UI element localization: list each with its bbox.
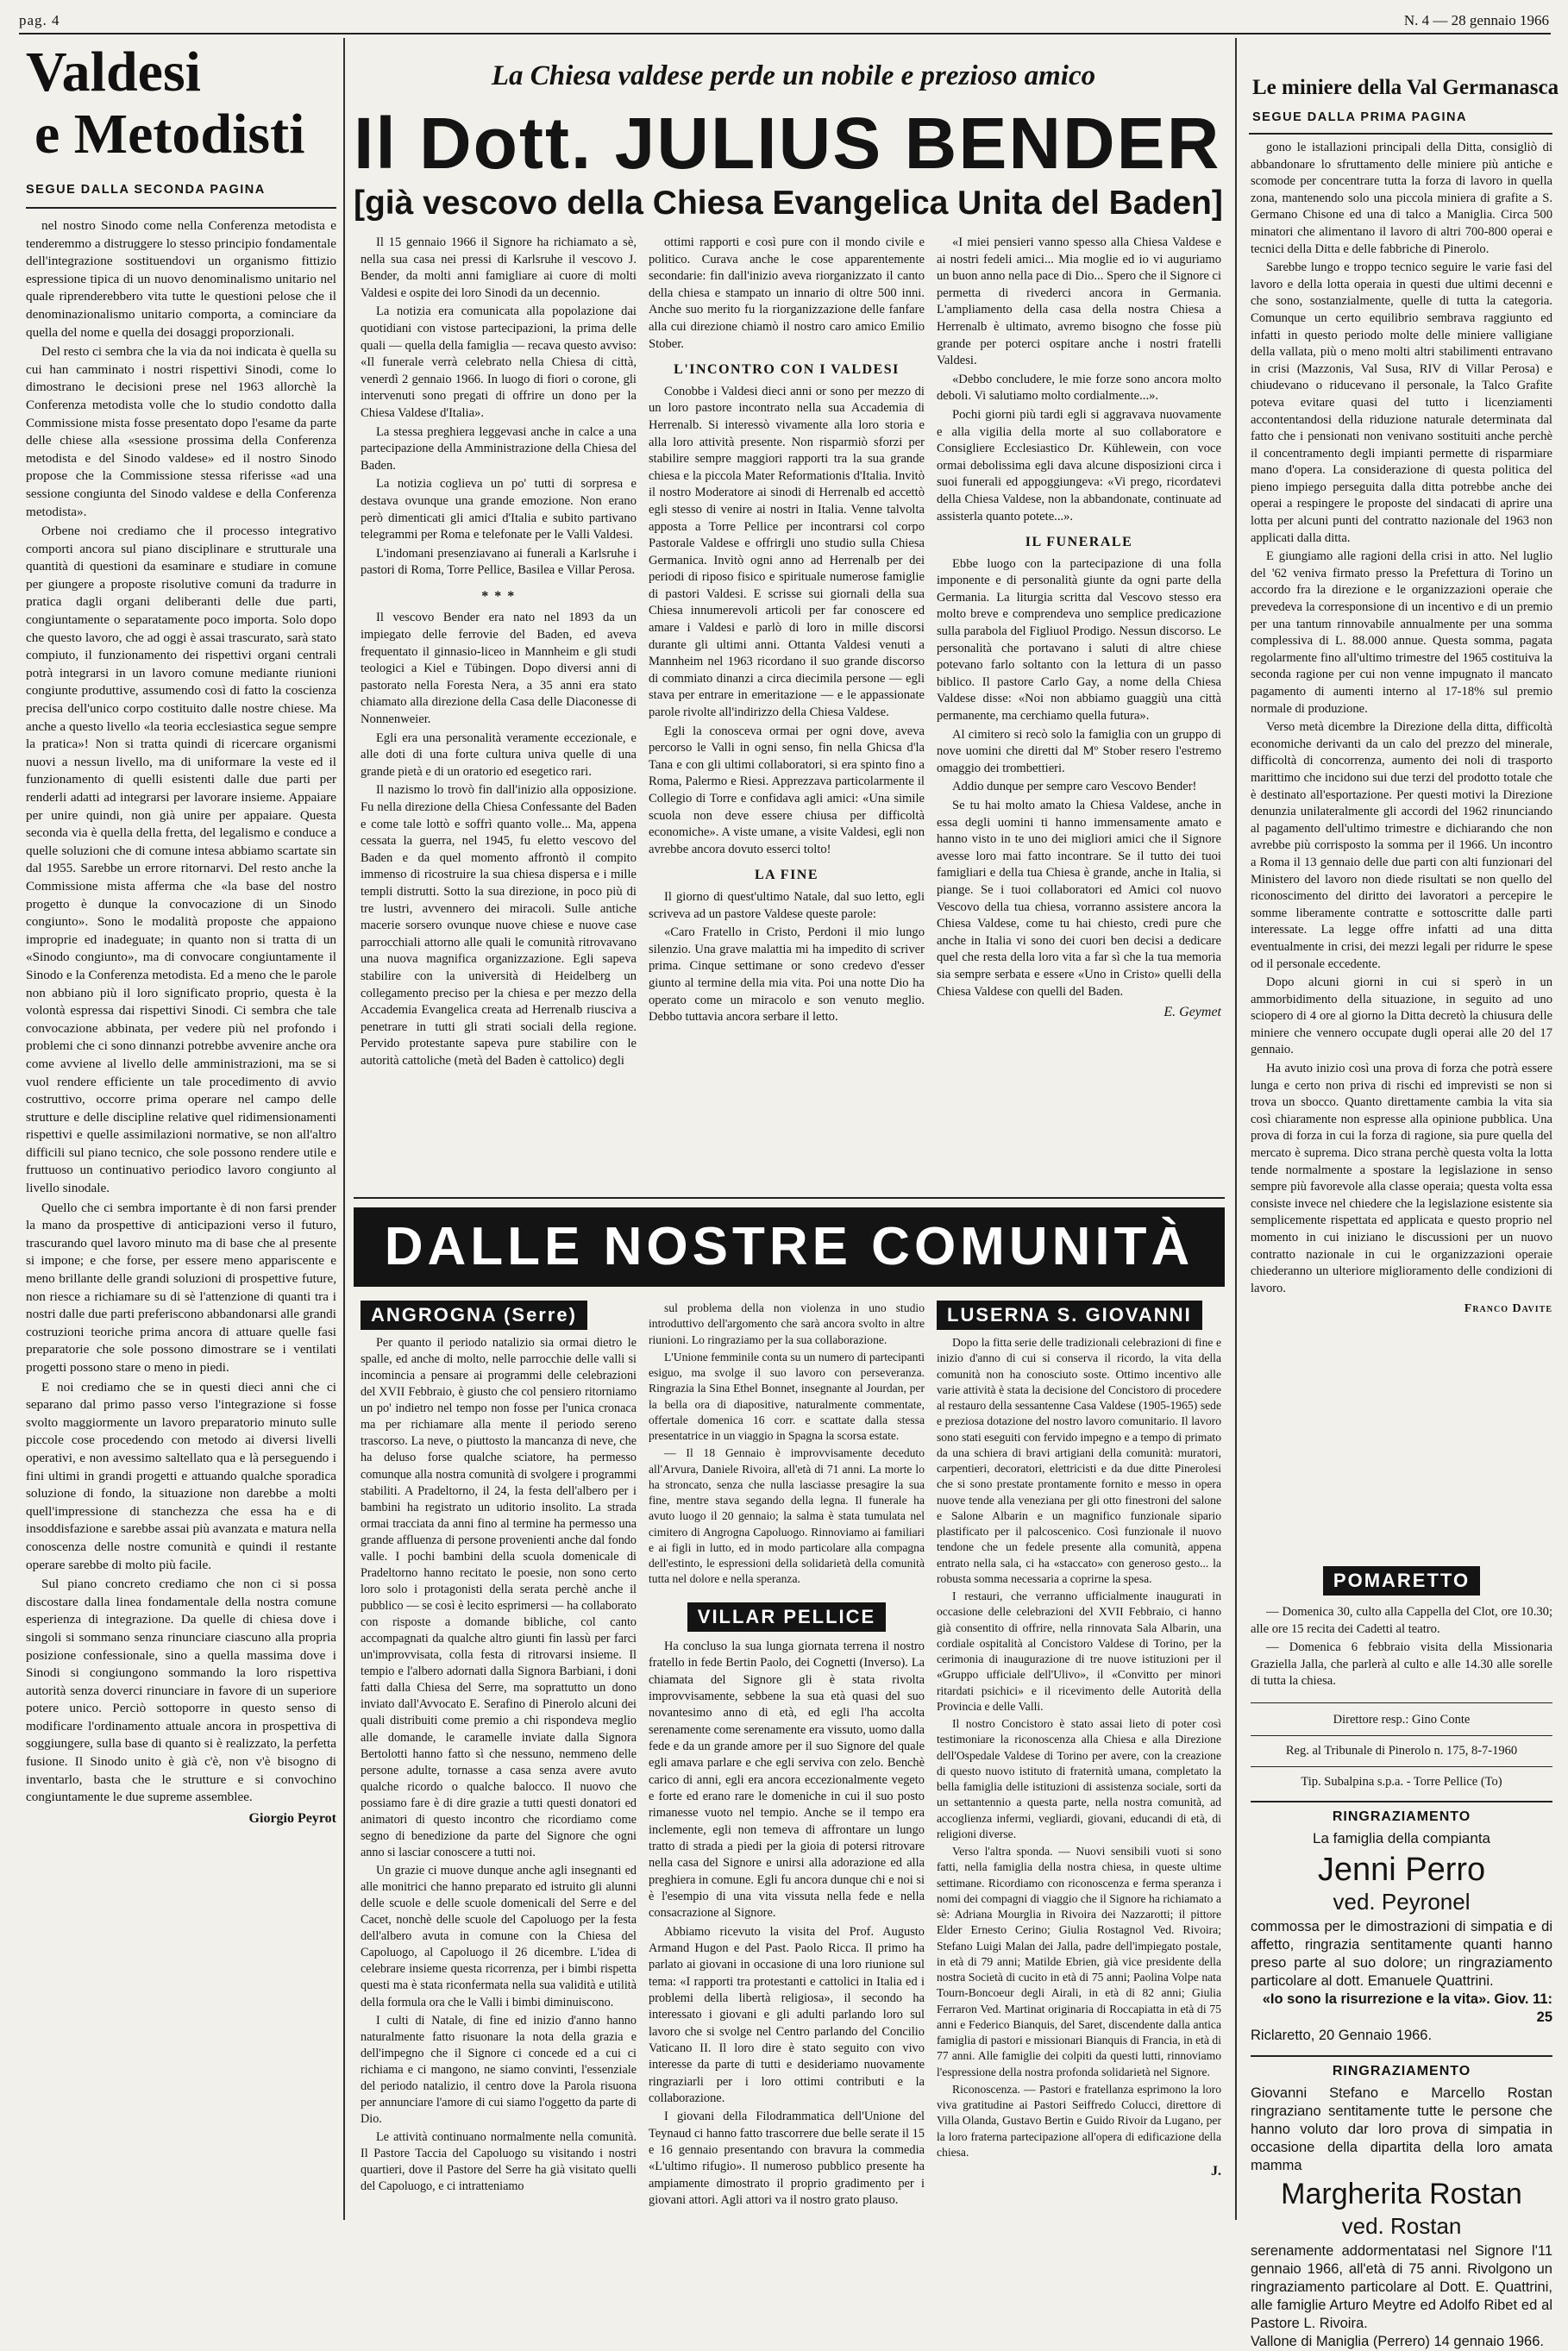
- paragraph: E noi crediamo che se in questi dieci anni che ci separano dal primo passo verso l'integrazione si fosse svolto maggiormente un lavoro preparatorio minuto sulle piccole cose procedendo con metodo ai diversi livelli operativi, e non avessimo saltellato qua e là perseguendo i fini ultimi in grandi progetti e attuando qualche sporadica soluzione di fondo, la situazione non darebbe a molti quell'impressione di stanchezza che essa ha e di insoddisfazione e sarebbe assai più avanzata e matura nella conoscenza delle nostre comunità e quindi il restante operare sarebbe di molto più facile.: [26, 1379, 336, 1572]
- paragraph: Per quanto il periodo natalizio sia ormai dietro le spalle, ed anche di molto, nelle parrocchie delle valli si incomincia a pensare ai programmi delle celebrazioni del XVII Febbraio, è giusto che col pensiero ritorniamo un po' indietro nel tempo non fosse per l'unica cronaca ma per richiamare alla mente il periodo sereno trascorso. La neve, o piuttosto la mancanza di neve, che ha deluso forse qualche sciatore, ha permesso comunque alla nostra comunità di svolgere i programmi stabiliti. A Pradeltorno, il 24, la festa dell'albero per i bambini ha registrato un uditorio insolito. La strada ormai tracciata da anni fino al termine ha permesso una grande affluenza di persone provenienti anche dal fondo valle. I pochi bambini della scuola domenicale di Pradeltorno hanno recitato le poesie, non sono certo loro solo i protagonisti della serata perchè anche il pubblico — se così è lecito esprimersi — ha collaborato con risposte a domande bibliche, col canto accompagnati da qualche altro giunti fin lassù per farci un'improvvisata, colla festa di ritrovarsi insieme. Il tempio e l'albero adornati dalla Signora Barbiani, i doni fatti dalla Chiesa del Serre, ma soprattutto un dono inviato dall'Avvocato E. Serafino di Pinerolo alcuni dei quali distribuiti come premio a chi rispondeva meglio alle domande, le caramelle inviate dalla Signora Bertolotti hanno fatto sì che nessuno, nemmeno delle persone adulte, tornasse a casa senza avere avuto qualche ricordo o qualche balocco. Il nuovo che possiamo fare è di dire grazie a tutti questi donatori ed animatori di questo incontro che ricordiamo come segno di benedizione da parte del Signore che ogni anno si lasciar conoscere a tutti noi.: [361, 1336, 637, 1859]
- column-divider: [343, 38, 345, 2220]
- paragraph: La notizia coglieva un po' tutti di sorpresa e destava ovunque una grande emozione. Non erano però dimenticati gli amici d'Italia e subito partivano telegrammi per Roma e telefonate per le Valli Valdesi.: [361, 477, 637, 542]
- colophon: [1251, 1702, 1552, 1790]
- section-separator: * * *: [481, 588, 516, 604]
- bible-verse: «Io sono la risurrezione e la vita». Giov. 11: 25: [1262, 1991, 1552, 2025]
- paragraph: Ebbe luogo con la partecipazione di una folla imponente e di personalità giunte da ogni parte della Germania. La liturgia scritta dal Vescovo stesso era molto breve e comprendeva uno semplice predicazione sulla parabola del Figliuol Prodigo. Nessun discorso. Le personalità che portavano i saluti di altre chiese potevano farlo soltanto con la lettura di un passo biblico. Il pastore Carlo Gay, a nome della Chiesa Valdese disse: «Noi non abbiamo guaggiù una città permanente, ma cerchiamo quella futura».: [937, 556, 1221, 724]
- divider: [26, 207, 336, 209]
- angrogna-column-1: [361, 1335, 637, 2197]
- printer-line: Tip. Subalpina s.p.a. - Torre Pellice (To): [1301, 1774, 1502, 1789]
- villar-tag: VILLAR PELLICE: [687, 1602, 886, 1632]
- header-rule: [19, 33, 1551, 34]
- paragraph: ottimi rapporti e così pure con il mondo civile e politico. Curava anche le cose apparentemente secondarie: fin dall'inizio aveva riorganizzato il canto della chiesa e stampato un innario di oltre 500 inni. Anche suo merito fu la riorganizzazione delle fanfare alla cui direzione chiamò il nostro caro amico Emilio Stober.: [649, 235, 925, 351]
- paragraph: «Debbo concludere, le mie forze sono ancora molto deboli. Vi salutiamo molto cordialmente...».: [937, 372, 1221, 404]
- paragraph: — Domenica 30, culto alla Cappella del Clot, ore 10.30; alle ore 15 recita dei Cadetti al teatro.: [1251, 1605, 1552, 1636]
- paragraph: sul problema della non violenza in uno studio introduttivo dell'argomento che sarà ancora svolto in altre riunioni. Lo ringraziamo per la sua collaborazione.: [649, 1301, 925, 1346]
- registration-line: Reg. al Tribunale di Pinerolo n. 175, 8-7-1960: [1285, 1743, 1518, 1758]
- place-date: Riclaretto, 20 Gennaio 1966.: [1251, 2027, 1433, 2043]
- director-line: Direttore resp.: Gino Conte: [1333, 1712, 1471, 1727]
- divider: [354, 1197, 1225, 1199]
- author-signature: J.: [1211, 2164, 1221, 2179]
- paragraph: Addio dunque per sempre caro Vescovo Bender!: [952, 780, 1197, 794]
- valdesi-headline: [26, 41, 336, 166]
- section-subhead: LA FINE: [754, 868, 819, 883]
- ringraziamento-text: serenamente addormentatasi nel Signore l'11 gennaio 1966, all'età di 75 anni. Rivolgono un ringraziamento particolare al Dott. E. Quattrini, alle famiglie Arturo Meytre ed Adolfo Ribet ed al Pastore L. Rivoira.: [1251, 2242, 1552, 2331]
- paragraph: Riconoscenza. — Pastori e fratellanza esprimono la loro viva gratitudine ai Pastori Seiffredo Colucci, direttore di Villa Olanda, Gustavo Bertin e Guido Rivoir da Lugano, per la loro fraterna partecipazione all'opera di edificazione della chiesa.: [937, 2082, 1221, 2159]
- paragraph: Dopo la fitta serie delle tradizionali celebrazioni di fine e inizio d'anno di cui si conserva il ricordo, la vita della comunità non ha conosciuto soste. Ottimo incentivo alle varie attività è stata la decisione del Concistoro di procedere al restauro della sessantenne Casa Valdese (1905-1965) sede e preziosa dotazione del nostro lavoro comunitario. Il lavoro sono stati eseguiti con fervido impegno e a tempo di primato da una schiera di bravi artigiani della comunità: muratori, carpentieri, decoratori, elettricisti e da due ditte Pinerolesi che si sono prestate prontamente fornito e messo in opera nuove tende alla veneziana per gli otto finestroni del salone e Salone Albarin e un magnifico funzionale sipario plastificato per il palcoscenico. Così funzionale il nuovo tendone che un fedele presente alla comunità, appena entrato nella sala, ci ha «staccato» con generoso gesto... la robusta somma necessaria a coprirne la spesa.: [937, 1336, 1221, 1585]
- deceased-name: Margherita Rostan: [1281, 2177, 1522, 2210]
- paragraph: Al cimitero si recò solo la famiglia con un gruppo di nove uomini che diretti dal Mº Stober resero l'estremo omaggio dei trombettieri.: [937, 727, 1221, 775]
- bender-headline: Il Dott. JULIUS BENDER: [354, 103, 1221, 184]
- paragraph: Dopo alcuni giorni in cui si sperò in un ammorbidimento della situazione, in seguito ad uno sciopero di 4 ore al giorno la Ditta decretò la chiusura delle miniere che vennero occupate dugli operai alle 20 del 17 gennaio.: [1251, 975, 1552, 1057]
- right-notices: [1251, 1559, 1552, 2351]
- paragraph: La notizia era comunicata alla popolazione dai quotidiani con vistose partecipazioni, la prima delle quali — quella della famiglia — recava questo avviso: «Il funerale verrà celebrato nella Chiesa di città, venerdì 2 gennaio 1966. In luogo di fiori o corone, gli intervenuti sono pregati di offrire un dono per la Chiesa Valdese d'Italia».: [361, 304, 637, 420]
- luserna-tag: LUSERNA S. GIOVANNI: [937, 1301, 1202, 1330]
- bender-column-1: [361, 235, 637, 1072]
- paragraph: Orbene noi crediamo che il processo integrativo comporti ancora sul piano disciplinare e strutturale una quantità di questioni da esaminare e studiare in comune per giungere a proposte risolutive comuni da tradurre in pratica dagli organi deliberanti delle due parti, congiuntamente o separatamente poco importa. Solo dopo che questo lavoro, che ad oggi è assai trascurato, sarà stato compiuto, il funzionamento dei rispettivi organi centrali potrà integrarsi in un lavoro comune mediante riunioni congiunte produttive, assumendo così di fatto la coscienza precisa dell'unico corpo costituito dalle nostre chiese. Ma anche a questo livello «la teoria ecclesiastica segue sempre la pratica»! Non si tratta quindi di ricercare organismi nuovi a nessun livello, ma di uniformare la veste ed il funzionamento di quelli esistenti dalle due parti per renderli adatti ad integrarsi per lavorare insieme. Appaiare per unire quindi, non già unire per appaiare. Questa seconda via è quella della fretta, del legalismo e conduce a quelle soluzioni che di comune intesa abbiamo scartate sin dal 1955. Sarebbe un errore ritornarvi. Del resto anche la Commissione mista afferma che «la base del nostro progetto è dunque la convocazione di un Sinodo congiunto». Sono le modalità proposte che appaiono improprie ed inadeguate; in quanto non si tratta di un «Sinodo congiunto», ma di convocare congiuntamente il Sinodo e la Conferenza metodista. Ed a meno che le parole non abbiano più il loro significato proprio, questa è la volontà espressa dai rispettivi Sinodi. Ci sembra che tale convocazione abbinata, per vedere più nel profondo i problemi che ci sono dinnanzi potrebbe avvenire anche ora come avviene al livello delle amministrazioni, ma se si vuol rendere efficiente un tale procedimento di avvio costruttivo, occorre prima operare nel campo delle strutture e delle discipline relative quel ridimensionamenti rispettivi e quelle assimilazioni normative, se non all'altro difficili sul piano tecnico, che sole possono rendere utile e fruttuoso un continuativo periodico lavoro congiunto al livello sinodale.: [26, 523, 336, 1196]
- paragraph: «Caro Fratello in Cristo, Perdoni il mio lungo silenzio. Una grave malattia mi ha impedito di scriver prima. Cinque settimane or sono credevo d'esser giunto al termine della mia vita. Poi una notte Dio ha operato come un miracolo e son venuto meglio. Debbo tuttavia ancora serbare il letto.: [649, 925, 925, 1025]
- comunita-banner: DALLE NOSTRE COMUNITÀ: [354, 1207, 1225, 1287]
- issue-date: N. 4 — 28 gennaio 1966: [1403, 12, 1549, 28]
- deceased-ved: ved. Peyronel: [1333, 1888, 1471, 1915]
- column-divider: [1235, 38, 1237, 2220]
- paragraph: L'indomani presenziavano ai funerali a Karlsruhe i pastori di Roma, Torre Pellice, Basilea e Villar Perosa.: [361, 546, 637, 578]
- paragraph: «I miei pensieri vanno spesso alla Chiesa Valdese e ai nostri fedeli amici... Mia moglie ed io vi auguriamo un buon anno nella pace di Dio... Spero che il Signore ci permetta di rivederci ancora in Germania. L'ampliamento della casa della nostra Chiesa a Herrenalb è ultimato, avremo bisogno che fosse più grande per poterci ospitare anche i nostri fratelli Valdesi.: [937, 235, 1221, 368]
- paragraph: I culti di Natale, di fine ed inizio d'anno hanno naturalmente fatto risuonare la nota della grazia e dell'impegno che il Signore ci concede ed a cui ci richiama e ci mangono, ne siamo convinti, l'essenziale del periodo natalizio, il centro dove la Parola risuona per annunciare l'amore di cui siamo l'oggetto da parte di Dio.: [361, 2013, 637, 2126]
- paragraph: Se tu hai molto amato la Chiesa Valdese, anche in essa degli uomini ti hanno immensamente amato e hanno visto in te uno dei migliori amici che il Signore avesse loro mai fatto incontrare. Se il tutto dei tuoi famigliari e della tua Chiesa è grande, anche in Italia, si piange. Se i tuoi collaboratori ed Amici col nuovo Vescovo della tua chiesa, vorranno assistere ancora la Chiesa Valdese, come tu hai chiesto, credi pure che anche in Italia vi sono dei cuori ben decisi a dedicare quel che resta della loro vita a far sì che la tua memoria sia sempre serbata e essere «Uno in Cristo» quelli della Chiesa Valdese con quelli del Baden.: [937, 799, 1221, 999]
- place-date: Vallone di Maniglia (Perrero) 14 gennaio 1966.: [1251, 2333, 1544, 2349]
- paragraph: Sul piano concreto crediamo che non ci si possa discostare dalla linea fondamentale della nostra comune esperienza di integrazione. Da quelle di chiesa dove i singoli si sommano senza rinunciare ciascuno alla propria posizione confessionale, sino a quella massima dove i Sinodi si congiungono sommando la loro rispettiva autorità senza doverci rinunciare in favore di un superiore potere unico. Perciò sottoporre in questo senso di modificare l'ordinamento attuale ancora in prospettiva di soggiungere, sulla base di quanto si è realizzato, la perfetta fusione. Il Sinodo unito è già c'è, non v'è bisogno di inventarlo, basta che le strutture e si convochino congiuntamente le due supreme assemblee.: [26, 1577, 336, 1805]
- paragraph: Verso l'altra sponda. — Nuovi sensibili vuoti si sono fatti, nella famiglia della nostra chiesa, in queste ultime settimane. Ricordiamo con riconoscenza e ferma speranza i nomi dei compagni di viaggio che il Signore ha richiamato a sè: Adriana Mourglia in Rivoira dei Nazzarotti; il pittore Elder Ernesto Cerino; Giulia Rostagnol Ved. Rivoira; Stefano Luigi Malan dei Jalla, padre dell'impiegato postale, in età di 79 anni; Matilde Ebrien, già vice presidente della nostra Società di cucito in età di 75 anni; Paolina Volpe nata Tourn-Boncoeur degli Airali, in età di 82 anni; Giulia Ferraron Ved. Martinat originaria di Roccapiatta in età di 75 anni e Federico Bianquis, del Saret, discendente dalla antica famiglia di pastori e missionari Bianquis di Francia, in età di 77 anni. Alle famiglie dei colpiti da questi lutti, rinnoviamo l'espressione della nostra profonda solidarietà nel Signore.: [937, 1845, 1221, 2078]
- headline-line: Valdesi: [26, 41, 201, 103]
- paragraph: La stessa preghiera leggevasi anche in calce a una partecipazione della Amministrazione della Chiesa del Baden.: [361, 424, 637, 473]
- page-number: pag. 4: [19, 12, 60, 28]
- paragraph: L'Unione femminile conta su un numero di partecipanti esiguo, ma svolge il suo lavoro con perseveranza. Ringrazia la Sina Ethel Bonnet, insegnante al Jourdan, per la bella ora di diapositive, naturalmente commentate, offertale domenica 16 corr. e scattate dalla stessa presentatrice in un viaggio in Spagna la scorsa estate.: [649, 1350, 925, 1442]
- paragraph: Verso metà dicembre la Direzione della ditta, difficoltà economiche derivanti da un calo del prezzo del minerale, difficoltà di concorrenza, aumento dei noli di trasporto marittimo che incidono sui due terzi del prodotto totale che è destinato all'esportazione. Per questi motivi la Direzione denunzia unilateralmente gli accordi del 1962 rinunciando al pagamento dell'ultimo trimestre e dichiarando che non avrebbe più corrisposto la somma per il 1966. Un incontro a Roma il 13 gennaio delle due parti con alti funzionari del Ministero del lavoro non diede risultati se non quello del riconoscimento del diritto dei lavoratori a percepire le somme liberamente contratte e sottoscritte dalle parti interessate. La legge offre infatti ad una ditta eventualmente in crisi, dei mezzi legali per ridurre le spese od il personale eccedente.: [1251, 720, 1552, 971]
- paragraph: Del resto ci sembra che la via da noi indicata è quella su cui han camminato i nostri rispettivi Sinodi, come lo dimostrano le decisioni prese nel 1963 allorchè la Conferenza metodista volle che lo studio condotto dalla Commissione mista fosse presentato dopo l'esame da parte delle chiese alla «sessione prossima della Conferenza metodista e del Sinodo valdese» ed il nostro Sinodo propose che la Commissione stessa riferisse «ad una sessione congiunta del Sinodo valdese e della Conferenza metodista».: [26, 344, 336, 519]
- ringraziamento-intro: La famiglia della compianta: [1312, 1829, 1490, 1846]
- paragraph: Il nazismo lo trovò fin dall'inizio alla opposizione. Fu nella direzione della Chiesa Confessante del Baden e come tale lottò e soffrì quanto volle... Ma, appena cessata la guerra, nel 1945, fu eletto vescovo del Baden e da quel momento affrontò il compito immenso di ricostruire la sua chiesa dispersa e i mille templi distrutti. Sotto la sua direzione, in poco più di tre lustri, avvennero dei miracoli. Sulle antiche macerie sorsero ovunque nuove chiese e nuove case parrocchiali attorno alle quali le comunità ritrovavano una nuova magnifica organizzazione. Egli sapeva stabilire con la università di Heidelberg un collegamento preciso per la chiesa e per mezzo della Accademia Evangelica creata ad Herrenalb riusciva a penetrare in tutti gli strati sociali della regione. Pervido protestante sapeva pure stabilire con le autorità cattoliche (metà del Baden è cattolico) degli: [361, 783, 637, 1068]
- paragraph: Quello che ci sembra importante è di non farsi prender la mano da prospettive di anticipazioni verso il futuro, trascurando quel lavoro minuto ma di base che al presente si impone; e che forse, per essere meno appariscente e meno brillante delle grandi soluzioni di prospettive future, non riesce a richiamare su di sè l'attenzione di quanti tra i nostri dalle due parti preferiscono abbandonarsi alle grandi costruzioni teoriche prima ancora di attuare quelle fasi preparatorie che sole possono dimostrare se i ventilati progetti possono stare o meno in piedi.: [26, 1200, 336, 1375]
- luserna-article: [937, 1335, 1221, 2179]
- villar-header: [649, 1602, 925, 1632]
- paragraph: Abbiamo ricevuto la visita del Prof. Augusto Armand Hugon e del Past. Paolo Ricca. Il primo ha parlato ai giovani in occasione di una loro riunione sul tema: «I rapporti tra protestanti e cattolici in Italia ed i problemi della libertà religiosa», il secondo ha interessato i giovani e gli adulti parlando loro sul lavoro che si svolge nel Centro parlando del Concilio Vaticano II. Il loro dire è stato seguito con vivo interesse da parte di tutti e desideriamo nuovamente ringraziarli per i loro ottimi contributi e la collaborazione.: [649, 1924, 925, 2105]
- paragraph: Pochi giorni più tardi egli si aggravava nuovamente e alla vigilia della morte al suo collaboratore e Consigliere Ecclesiastico Dr. Kühlewein, con voce ormai debolissima egli dava alcune disposizioni circa i suoi funerali ed appoggiungeva: «Vi prego, ricordatevi della Chiesa Valdese, non la abbandonate, continuate ad assisterla quanto potete...».: [937, 407, 1221, 523]
- paragraph: nel nostro Sinodo come nella Conferenza metodista e tenderemmo a distruggere lo stesso principio fondamentale dell'integrazione sostituendovi un organismo fittizio espressione tipica di un nuovo denominalismo unitario nel quale riprenderebbero vita tutte le questioni pelose che il denominazionalismo unitario comporta, a cominciare da quella del nome e quella dei dosaggi proporzionali.: [26, 218, 336, 340]
- headline-line: e Metodisti: [34, 103, 305, 166]
- paragraph: Conobbe i Valdesi dieci anni or sono per mezzo di un loro pastore incontrato nella sua Accademia di Herrenalb. Si interessò vivamente alla loro storia e alla loro attività presente. Non risparmiò sforzi per stabilire sempre maggiori rapporti tra la sua grande chiesa e la piccola Mater Reformationis d'Italia. Invitò il nostro Moderatore ai sinodi di Herrenalb ed accettò egli stesso di venire ai nostri in Italia. Venne talvolta apposta a Torre Pellice per incontrarsi col corpo Pastorale Valdese e offrirgli uno studio sulla Chiesa Germanica. Invitò ogni anno ad Herrenalb per dei periodi di riposo fisico e spirituale numerose famiglie di pastori Valdesi. E scrisse sui giornali della sua Chiesa innumerevoli articoli per far conoscere ed amare i Valdesi e parlò di loro in mille discorsi durante gli ultimi anni. Ottanta Valdesi venuti a Mannheim nel 1963 ricordano il suo grande discorso di commiato dinanzi a circa diecimila persone — egli stava per entrare in emeritazione — e le appassionate parole rivolte all'indirizzo della Chiesa Valdese.: [649, 384, 925, 720]
- author-signature: Giorgio Peyrot: [248, 1810, 336, 1826]
- paragraph: Sarebbe lungo e troppo tecnico seguire le varie fasi del lavoro e della lotta operaia in questi due ultimi decenni e che sono, sostanzialmente, quelle di tutta la categoria. Comunque un certo equilibrio sembrava raggiunto ed infatti in questo periodo molte delle miniere valligiane della vallata, più o meno molti altri stabilimenti entravano in crisi (Mazzonis, Val Susa, RIV di Villar Perosa) e chiudevano o riducevano il personale, la Talco Grafite poteva evitare quasi del tutto i licenziamenti accontentandosi della riduzione naturale determinata dal fatto che i pensionati non venivano sostituiti anche perchè il concentramento degli impianti permette di risparmiare mano d'opera. La considerazione di questa politica del pieno impiego perseguita dalla ditta potrebbe anche dei operai a respingere le proposte del sindacati di aprire una lotta per alcuni punti del contratto nazionale del 1963 non applicati dalla ditta.: [1251, 260, 1552, 545]
- author-signature: E. Geymet: [1163, 1005, 1221, 1020]
- villar-article: [649, 1639, 925, 2210]
- valdesi-article: [26, 217, 336, 1828]
- miniere-article: [1251, 140, 1552, 1318]
- paragraph: I restauri, che verranno ufficialmente inaugurati in occasione delle celebrazioni del XVII Febbraio, ci hanno già consentito di offrire, nella rinnovata Sala Albarin, una cordiale ospitalità al Concistoro Valdese di Torino, per la cerimonia di inaugurazione di tre nuove istituzioni per il «Gruppo ufficiale dell'Ulivo», il «Convitto per minori ritardati psichici» e il ricevimento delle Autorità della Provincia e delle Valli.: [937, 1589, 1221, 1713]
- continued-label: SEGUE DALLA SECONDA PAGINA: [26, 183, 266, 197]
- angrogna-column-2: [649, 1301, 925, 1589]
- paragraph: — Domenica 6 febbraio visita della Missionaria Graziella Jalla, che parlerà al culto e alle 14.30 alle sorelle di tutta la chiesa.: [1251, 1640, 1552, 1689]
- continued-label: SEGUE DALLA PRIMA PAGINA: [1252, 110, 1467, 124]
- paragraph: Ha concluso la sua lunga giornata terrena il nostro fratello in fede Bertin Paolo, dei Cognetti (Inverso). La chiamata del Signore gli è stata rivolta improvvisamente, sebbene la sua età quasi del suo novantesimo anno di età, ed egli l'ha accolta serenamente come serenamente era vissuto, uomo dalla fede e da un grande amore per il suo Signore del quale egli amava parlare e che egli serviva con zelo. Benchè carico di anni, egli era ancora eccezionalmente vegeto e forte ed erano rare le domeniche in cui il suo posto rimanesse vuoto nel tempio. Anche se il tempo era inclemente, egli non temeva di affrontare un lungo tratto di strada a piedi per la gioia di potersi ritrovare nella casa del Signore e unirsi alla adorazione ed alla preghiera in comune. Egli fu ancora dunque chi e noi si è l'esempio di una vita vissuta nella fede e nella consacrazione al Signore.: [649, 1639, 925, 1921]
- section-subhead: IL FUNERALE: [1025, 535, 1133, 550]
- ringraziamento-text: commossa per le dimostrazioni di simpatia e di affetto, ringrazia sentitamente quanti hanno preso parte al suo dolore; un ringraziamento particolare al dott. Emanuele Quattrini.: [1251, 1918, 1552, 1989]
- paragraph: Un grazie ci muove dunque anche agli insegnanti ed alle monitrici che hanno preparato ed istruito gli alunni delle scuole e delle scuole domenicali del Serre e del Cacet, nonchè delle scuole del Capoluogo per la festa dell'albero avuta in comune con la Chiesa del Capoluogo, al Capoluogo il 26 dicembre. L'idea di celebrare insieme questa ricorrenza, per i bimbi rispetta questi ma è stata riconfermata nella sua validità e utilità della formula ora che le Valli i bimbi diminuiscono.: [361, 1864, 637, 2009]
- ringraziamento-rostan: [1251, 2055, 1552, 2351]
- paragraph: Il giorno di quest'ultimo Natale, dal suo letto, egli scriveva ad un pastore Valdese queste parole:: [649, 889, 925, 921]
- divider: [1249, 133, 1552, 135]
- bender-column-3: [937, 235, 1221, 1021]
- ringraziamento-intro: Giovanni Stefano e Marcello Rostan ringraziano sentitamente tutte le persone che hanno voluto dar loro prova di simpatia in occasione della dipartita della loro amata mamma: [1251, 2085, 1552, 2173]
- paragraph: Le attività continuano normalmente nella comunità. Il Pastore Taccia del Capoluogo su visitando i nostri quartieri, dove il Pastore del Serre ha già visitato quelli del Capoluogo, e ci intratteniamo: [361, 2130, 637, 2194]
- bender-kicker: La Chiesa valdese perde un nobile e prezioso amico: [491, 60, 1096, 91]
- paragraph: — Il 18 Gennaio è improvvisamente deceduto all'Arvura, Daniele Rivoira, all'età di 71 anni. La morte lo ha stroncato, senza che nulla lasciasse presagire la sua fine, mentre stava segando della legna. Il funerale ha avuto luogo il 20 gennaio; la salma è stata tumulata nel cimitero di Angrogna Capoluogo. Rinnoviamo ai familiari e ai figli in lutto, ed in modo particolare alla compagna dell'estinto, le espressioni della solidarietà della comunità tutta nel dolore e nella speranza.: [649, 1446, 925, 1586]
- luserna-header: [937, 1301, 1221, 1330]
- section-subhead: L'INCONTRO CON I VALDESI: [674, 362, 900, 378]
- paragraph: Il nostro Concistoro è stato assai lieto di poter così testimoniare la riconoscenza alla Chiesa e alla Direzione dell'Ospedale Valdese di Torino per avere, con la creazione di questo nuovo istituto di fraternità umana, completato la bella famiglia delle istituzioni di assistenza sociale, sorti da un settantennio a questa parte, nella nostra comunità, ad accoglienza infermi, vegliardi, giovani, educandi di età, di religioni diverse.: [937, 1717, 1221, 1840]
- miniere-headline: Le miniere della Val Germanasca: [1252, 76, 1559, 99]
- author-signature: Franco Davite: [1464, 1302, 1552, 1316]
- paragraph: E giungiamo alle ragioni della crisi in atto. Nel luglio del '62 veniva firmato presso la Prefettura di Torino un accordo fra la direzione e le organizzazioni operaie che prevedeva la corresponsione di un incentivo e di un premio per una tantum rinnovabile annualmente per una somma complessiva di L. 88.000 annue. Questa somma, pagata regolarmente fino all'ultimo trimestre del 1965 costituiva la seconda ragione per cui non venne impugnato il mancato pagamento di aumenti interno al 17-18% sul premio normale di produzione.: [1251, 549, 1552, 716]
- angrogna-tag: ANGROGNA (Serre): [361, 1301, 587, 1330]
- pomaretto-notice: [1251, 1604, 1552, 1690]
- deceased-ved: ved. Rostan: [1341, 2212, 1462, 2239]
- paragraph: Il vescovo Bender era nato nel 1893 da un impiegato delle ferrovie del Baden, ed aveva frequentato il ginnasio-liceo in Mannheim e gli studi teologici a Kiel e Tübingen. Dopo diversi anni di pastorato nella Foresta Nera, a 35 anni era stato chiamato alla direzione della Casa delle Diaconesse di Nonnenweier.: [361, 611, 637, 727]
- paragraph: Ha avuto inizio così una prova di forza che potrà essere lunga e certo non priva di rischi ed imprevisti se non si trova un sbocco. Quanto direttamente cambia la vita sia così chiaramente non espresse alla opinione pubblica. Una prova di forza in cui la forza di ragione, sia pure quella del mercato è suprema. Dico strana perchè questa volta la lotta tende normalmente a spostare la legislazione in senso sempre più favorevole alla classe operaia; questa volta essa consiste invece nel chiedere che la legislazione esistente sia semplicemente rispettata ed applicata e questo proprio nel momento in cui iniziano le discussioni per un nuovo contratto nazionale in cui le organizzazioni operaie chiederanno un ulteriore miglioramento delle condizioni di lavoro.: [1251, 1062, 1552, 1295]
- deceased-name: Jenni Perro: [1317, 1851, 1486, 1888]
- paragraph: I giovani della Filodrammatica dell'Unione del Teynaud ci hanno fatto trascorrere due belle serate il 15 e 16 gennaio presentando con bravura la commedia «L'ultimo rifugio». Il numeroso pubblico presente ha ampiamente dimostrato il proprio gradimento per i giovani attori. Agli attori va il nostro grato plauso.: [649, 2110, 925, 2207]
- paragraph: Egli la conosceva ormai per ogni dove, aveva percorso le Valli in ogni senso, fin nella Ghicsa d'la Tana e con gli ultimi collaboratori, si era spinto fino a Roma, Palermo e Riesi. Apprezzava particolarmente il Collegio di Torre e confidava agli amici: «Una simile scuola non deve essere chiusa per difficoltà economiche». A viste umane, a visite Valdesi, egli non avrebbe ancora dovuto esserci tolto!: [649, 724, 925, 856]
- ringraziamento-perro: [1251, 1801, 1552, 2045]
- bender-subheadline: [già vescovo della Chiesa Evangelica Unita del Baden]: [354, 185, 1223, 222]
- ringraziamento-heading: RINGRAZIAMENTO: [1332, 1809, 1471, 1824]
- ringraziamento-heading: RINGRAZIAMENTO: [1332, 2063, 1471, 2078]
- bender-column-2: [649, 235, 925, 1028]
- pomaretto-header: [1251, 1566, 1552, 1596]
- paragraph: Egli era una personalità veramente eccezionale, e alle doti di una forte cultura univa quelle di una grande pietà e di un oratorio ed esegetico rari.: [361, 730, 637, 779]
- paragraph: gono le istallazioni principali della Ditta, consigliò di abbandonare lo sfruttamento delle miniere più antiche e scomode per concentrare tutta la forza di lavoro in quella zona, mantenendo solo una piccola miniera di grafite a S. Germano Chisone ed una di talco a Maniglia. Circa 500 minatori che alimentano il lavoro di altri 700-800 operai e tecnici della Ditta e delle fabbriche di Pinerolo.: [1251, 141, 1552, 256]
- paragraph: Il 15 gennaio 1966 il Signore ha richiamato a sè, nella sua casa nei pressi di Karlsruhe il vescovo J. Bender, da molti anni famigliare ai cuore di molti Valdesi e ospite dei loro Sinodi da un decennio.: [361, 235, 637, 300]
- pomaretto-tag: POMARETTO: [1323, 1566, 1480, 1596]
